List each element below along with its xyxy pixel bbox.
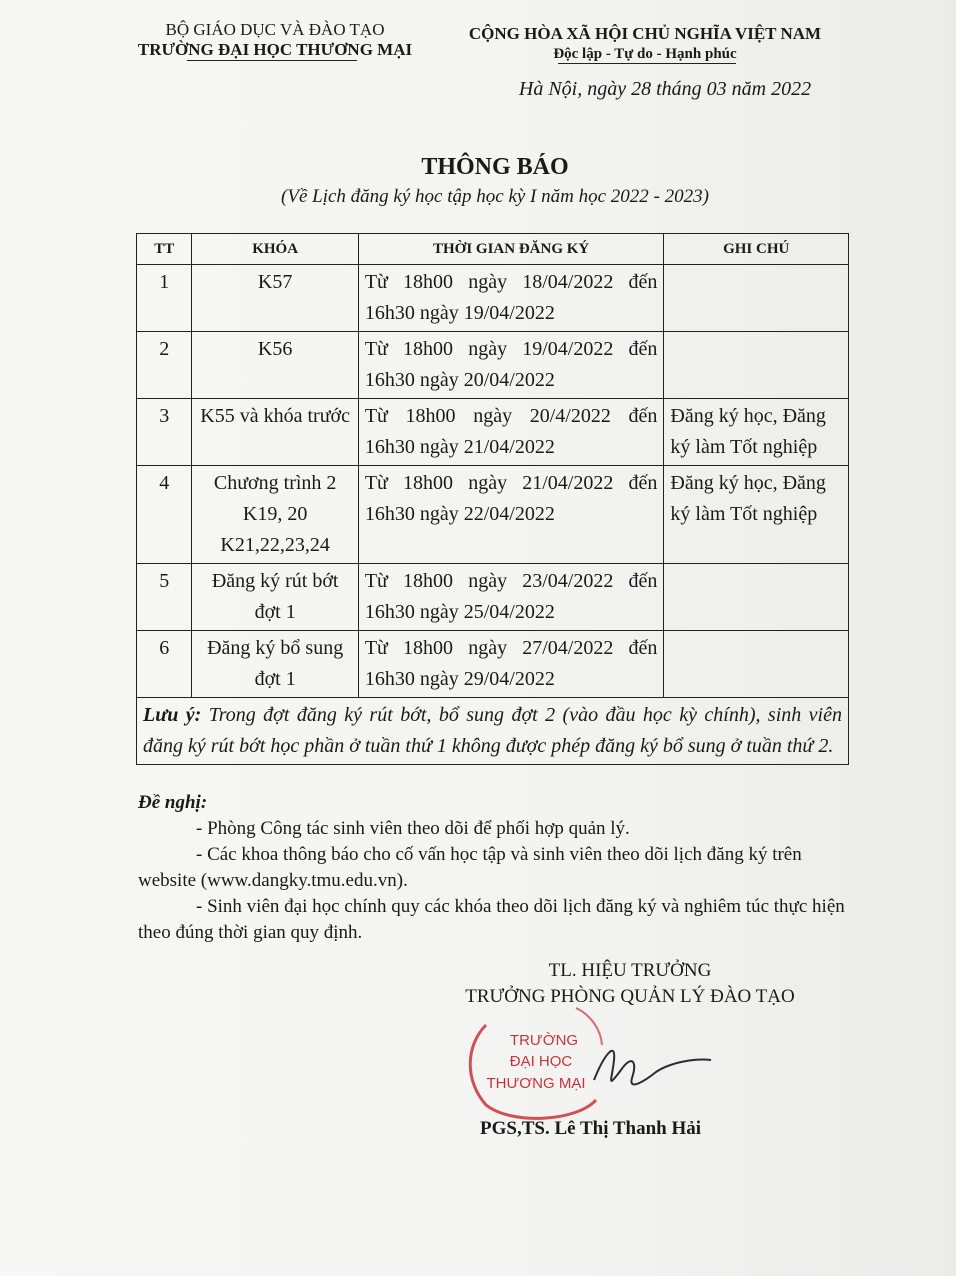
row-time: Từ 18h00 ngày 21/04/2022 đến 16h30 ngày 22/04/2022 bbox=[358, 466, 664, 564]
row-note: Đăng ký học, Đăng ký làm Tốt nghiệp bbox=[664, 466, 849, 564]
header-note: GHI CHÚ bbox=[664, 234, 849, 265]
table-footnote-row bbox=[137, 698, 849, 765]
table-footnote bbox=[137, 698, 849, 765]
row-khoa: K56 bbox=[192, 332, 358, 399]
footnote-text: Trong đợt đăng ký rút bớt, bổ sung đợt 2 (vào đầu học kỳ chính), sinh viên đăng ký rút bớt học phần ở tuần thứ 1 không được phép đăng ký bổ sung ở tuần thứ 2. bbox=[143, 704, 842, 757]
proposal-section bbox=[138, 790, 848, 946]
header-tt: TT bbox=[137, 234, 192, 265]
row-note bbox=[664, 265, 849, 332]
header-left bbox=[120, 20, 430, 60]
row-time: Từ 18h00 ngày 20/4/2022 đến 16h30 ngày 21/04/2022 bbox=[358, 399, 664, 466]
row-time: Từ 18h00 ngày 23/04/2022 đến 16h30 ngày 25/04/2022 bbox=[358, 564, 664, 631]
republic-name: CỘNG HÒA XÃ HỘI CHỦ NGHĨA VIỆT NAM bbox=[468, 24, 822, 43]
signer-name: PGS,TS. Lê Thị Thanh Hải bbox=[480, 1118, 702, 1139]
row-tt: 6 bbox=[137, 631, 192, 698]
row-note bbox=[664, 564, 849, 631]
row-khoa: Đăng ký rút bớt đợt 1 bbox=[192, 564, 358, 631]
proposal-item: - Phòng Công tác sinh viên theo dõi để phối hợp quản lý. bbox=[196, 818, 630, 839]
row-tt: 1 bbox=[137, 265, 192, 332]
row-tt: 3 bbox=[137, 399, 192, 466]
document-subtitle: (Về Lịch đăng ký học tập học kỳ I năm học 2022 - 2023) bbox=[281, 186, 709, 207]
row-tt: 2 bbox=[137, 332, 192, 399]
proposal-heading: Đề nghị: bbox=[138, 792, 208, 813]
stamp-ring-top bbox=[576, 1008, 602, 1045]
row-tt: 4 bbox=[137, 466, 192, 564]
stamp-text-3: THƯƠNG MẠI bbox=[486, 1075, 586, 1092]
row-note bbox=[664, 332, 849, 399]
table-row bbox=[137, 564, 849, 631]
proposal-item: - Các khoa thông báo cho cố vấn học tập và sinh viên theo dõi lịch đăng ký trên website (www.dangky.tmu.edu.vn). bbox=[138, 844, 802, 891]
row-time: Từ 18h00 ngày 18/04/2022 đến 16h30 ngày 19/04/2022 bbox=[358, 265, 664, 332]
row-time: Từ 18h00 ngày 19/04/2022 đến 16h30 ngày 20/04/2022 bbox=[358, 332, 664, 399]
handwritten-signature bbox=[594, 1051, 711, 1085]
proposal-item: - Sinh viên đại học chính quy các khóa theo dõi lịch đăng ký và nghiêm túc thực hiện theo đúng thời gian quy định. bbox=[138, 896, 845, 943]
row-khoa: Chương trình 2 K19, 20 K21,22,23,24 bbox=[192, 466, 358, 564]
signature-line-1: TL. HIỆU TRƯỞNG bbox=[548, 960, 712, 981]
header-right bbox=[455, 24, 835, 64]
ministry-name: BỘ GIÁO DỤC VÀ ĐÀO TẠO bbox=[165, 20, 385, 39]
stamp-text-1: TRƯỜNG bbox=[509, 1032, 579, 1049]
table-row bbox=[137, 332, 849, 399]
header-right-underline bbox=[558, 63, 736, 64]
row-tt: 5 bbox=[137, 564, 192, 631]
table-header-row bbox=[137, 234, 849, 265]
university-name: TRƯỜNG ĐẠI HỌC THƯƠNG MẠI bbox=[137, 40, 413, 59]
document-title: THÔNG BÁO bbox=[421, 154, 569, 180]
table-row bbox=[137, 399, 849, 466]
schedule-table bbox=[136, 233, 849, 765]
footnote-label: Lưu ý: bbox=[143, 704, 202, 726]
row-khoa: Đăng ký bổ sung đợt 1 bbox=[192, 631, 358, 698]
header-time: THỜI GIAN ĐĂNG KÝ bbox=[358, 234, 664, 265]
stamp-and-signature bbox=[456, 1000, 726, 1120]
row-khoa: K57 bbox=[192, 265, 358, 332]
header-khoa: KHÓA bbox=[192, 234, 358, 265]
row-time: Từ 18h00 ngày 27/04/2022 đến 16h30 ngày 29/04/2022 bbox=[358, 631, 664, 698]
date-line: Hà Nội, ngày 28 tháng 03 năm 2022 bbox=[518, 78, 812, 100]
table-row bbox=[137, 631, 849, 698]
stamp-text-2: ĐẠI HỌC bbox=[509, 1053, 573, 1070]
signature-line-2: TRƯỞNG PHÒNG QUẢN LÝ ĐÀO TẠO bbox=[465, 986, 795, 1007]
row-note bbox=[664, 631, 849, 698]
table-row bbox=[137, 466, 849, 564]
row-note: Đăng ký học, Đăng ký làm Tốt nghiệp bbox=[664, 399, 849, 466]
table-row bbox=[137, 265, 849, 332]
row-khoa: K55 và khóa trước bbox=[192, 399, 358, 466]
national-motto: Độc lập - Tự do - Hạnh phúc bbox=[553, 46, 737, 62]
header-left-underline bbox=[187, 60, 357, 61]
